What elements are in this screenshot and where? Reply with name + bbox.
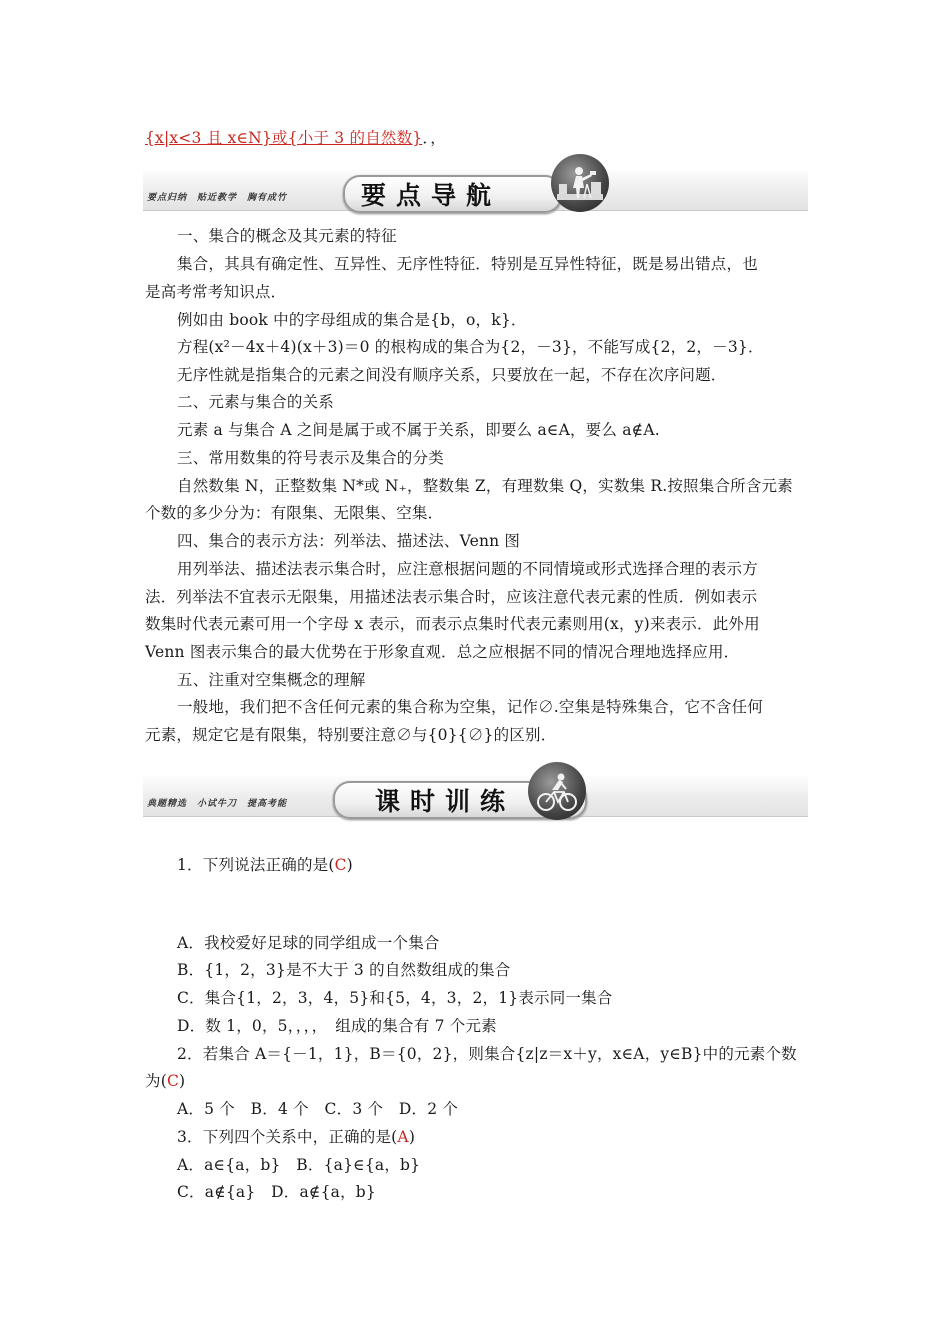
answer-connector: 或 <box>272 129 288 147</box>
heading-empty-set: 五、注重对空集概念的理解 <box>177 671 366 689</box>
question-1-stem <box>177 855 842 875</box>
banner-title: 课时训练 <box>375 787 516 816</box>
photographer-icon <box>551 154 609 212</box>
answer-line <box>145 128 810 148</box>
paragraph-line: 元素 a 与集合 A 之间是属于或不属于关系，即要么 a∈A，要么 a∉A. <box>177 421 660 439</box>
paragraph-line: 用列举法、描述法表示集合时，应注意根据问题的不同情境或形式选择合理的表示方 <box>177 560 758 578</box>
section-banner-key-points <box>143 152 808 218</box>
question-1-option-a: A．我校爱好足球的同学组成一个集合 <box>177 934 440 952</box>
heading-number-sets: 三、常用数集的符号表示及集合的分类 <box>177 449 444 467</box>
question-3-stem <box>177 1127 842 1147</box>
question-1-option-b: B．{1，2，3}是不大于 3 的自然数组成的集合 <box>177 961 511 979</box>
heading-concept: 一、集合的概念及其元素的特征 <box>177 227 397 245</box>
question-3-options-cd: C．a∉{a} D．a∉{a，b} <box>177 1183 376 1201</box>
paragraph-line: 一般地，我们把不含任何元素的集合称为空集，记作∅.空集是特殊集合，它不含任何 <box>177 698 764 716</box>
question-stem-text: 为( <box>145 1072 167 1090</box>
banner-slogan: 典题精选 小试牛刀 提高考能 <box>147 799 288 809</box>
paragraph-line: 元素，规定它是有限集，特别要注意∅与{0}{∅}的区别． <box>145 726 557 744</box>
question-stem-text: 3．下列四个关系中，正确的是( <box>177 1128 398 1146</box>
paren-close: ) <box>408 1128 416 1146</box>
paragraph-line: 例如由 book 中的字母组成的集合是{b，o，k}． <box>177 311 527 329</box>
paragraph-line: 法．列举法不宜表示无限集，用描述法表示集合时，应该注意代表元素的性质．例如表示 <box>145 588 758 606</box>
paragraph-line: Venn 图表示集合的最大优势在于形象直观．总之应根据不同的情况合理地选择应用． <box>145 643 740 661</box>
answer-tail: ．， <box>422 129 447 147</box>
question-2-options: A．5 个 B．4 个 C．3 个 D．2 个 <box>177 1100 459 1118</box>
question-1-option-c: C．集合{1，2，3，4，5}和{5，4，3，2，1}表示同一集合 <box>177 989 613 1007</box>
question-2-stem: 2．若集合 A＝{－1，1}，B＝{0，2}，则集合{z|z＝x＋y，x∈A，y∈B}中的元素个数 <box>177 1045 797 1063</box>
paragraph-line: 自然数集 N，正整数集 N*或 N₊，整数集 Z，有理数集 Q，实数集 R.按照集合所含元素 <box>177 477 793 495</box>
paragraph-line: 个数的多少分为：有限集、无限集、空集． <box>145 504 444 522</box>
paren-close: ) <box>346 856 353 874</box>
paragraph-line: 数集时代表元素可用一个字母 x 表示，而表示点集时代表元素则用(x，y)来表示．此外用 <box>145 615 760 633</box>
section-banner-practice <box>143 758 808 824</box>
question-1-option-d: D．数 1，0，5，，，， 组成的集合有 7 个元素 <box>177 1017 497 1035</box>
paragraph-line: 是高考常考知识点． <box>145 283 287 301</box>
cyclist-icon <box>528 762 586 820</box>
question-2-stem-cont <box>145 1071 810 1091</box>
paragraph-line: 集合，其具有确定性、互异性、无序性特征．特别是互异性特征，既是易出错点，也 <box>177 255 758 273</box>
heading-element-relation: 二、元素与集合的关系 <box>177 393 335 411</box>
answer-set-1: {x|x<3 且 x∈N} <box>145 129 273 147</box>
question-3-answer: A <box>397 1128 409 1146</box>
banner-title: 要点导航 <box>361 181 502 210</box>
question-stem-text: 1．下列说法正确的是( <box>177 856 335 874</box>
banner-slogan: 要点归纳 贴近教学 胸有成竹 <box>147 193 288 203</box>
question-2-answer: C <box>166 1072 180 1090</box>
question-3-options-ab: A．a∈{a，b} B．{a}∈{a，b} <box>177 1156 421 1174</box>
paren-close: ) <box>179 1072 186 1090</box>
heading-representation: 四、集合的表示方法：列举法、描述法、Venn 图 <box>177 532 521 550</box>
paragraph-line: 无序性就是指集合的元素之间没有顺序关系，只要放在一起，不存在次序问题． <box>177 366 727 384</box>
answer-set-2: {小于 3 的自然数} <box>287 129 423 147</box>
question-1-answer: C <box>334 856 347 874</box>
paragraph-line: 方程(x²－4x＋4)(x＋3)＝0 的根构成的集合为{2，－3}，不能写成{2，2，－3}． <box>177 338 764 356</box>
